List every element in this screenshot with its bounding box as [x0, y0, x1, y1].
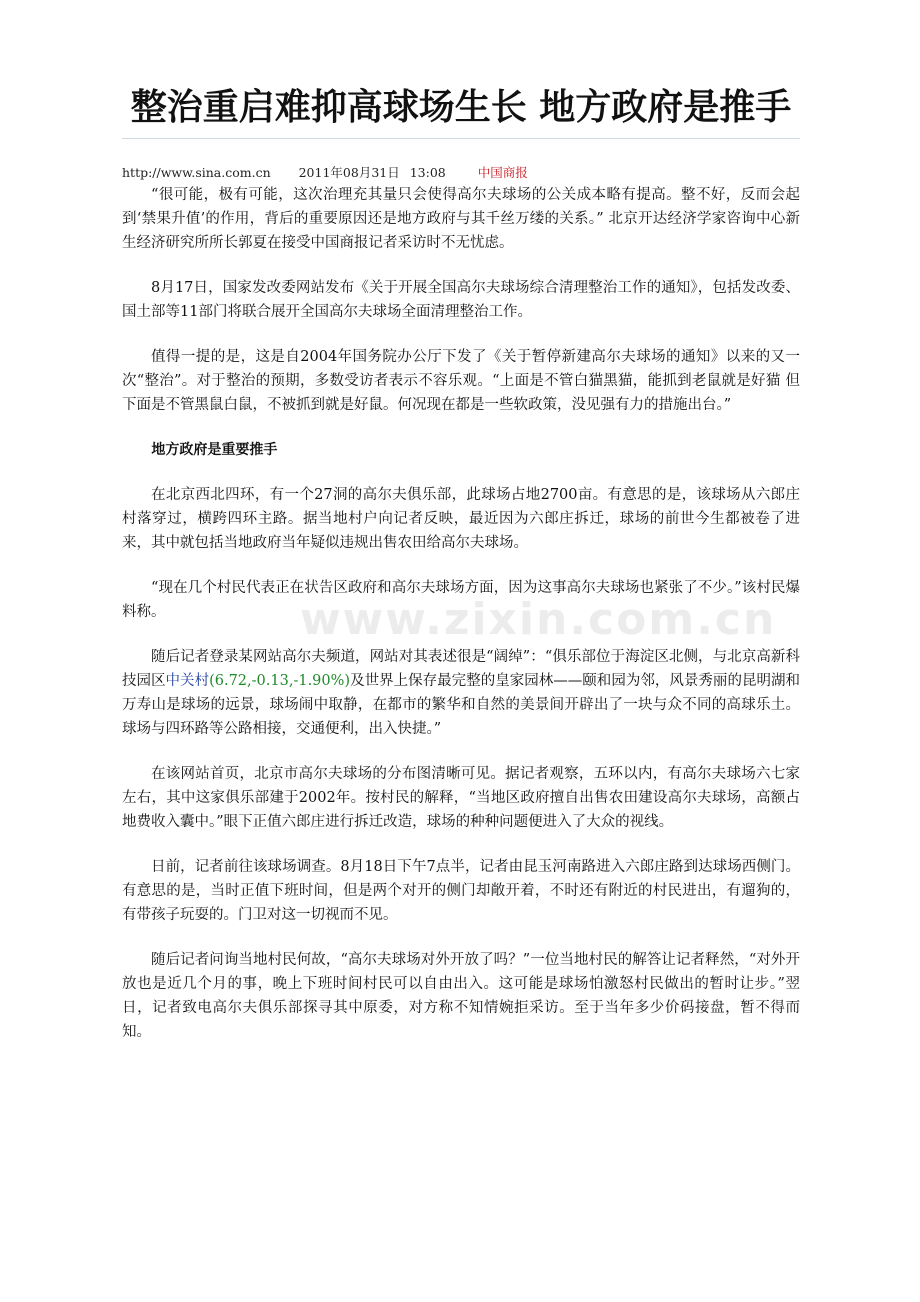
title-divider [122, 138, 800, 139]
section-heading: 地方政府是重要推手 [151, 442, 278, 458]
source-link[interactable]: 中国商报 [477, 165, 528, 180]
article [122, 84, 800, 1065]
paragraph: “现在几个村民代表正在状告区政府和高尔夫球场方面，因为这事高尔夫球场也紧张了不少。”该村民爆料称。 [122, 580, 800, 620]
paragraph: 8月17日，国家发改委网站发布《关于开展全国高尔夫球场综合清理整治工作的通知》，包括发改委、国土部等11部门将联合展开全国高尔夫球场全面清理整治工作。 [122, 280, 800, 320]
paragraph: 日前，记者前往该球场调查。8月18日下午7点半，记者由昆玉河南路进入六郎庄路到达球场西侧门。有意思的是，当时正值下班时间，但是两个对开的侧门却敞开着，不时还有附近的村民进出，有遛狗的，有带孩子玩耍的。门卫对这一切视而不见。 [122, 859, 800, 923]
publish-date: 2011年08月31日 [298, 165, 400, 180]
stock-link[interactable]: 中关村 [165, 673, 210, 689]
paragraph-text: 随后记者登录某网站高尔夫频道，网站对其表述很是“阔绰”：“俱乐部位于海淀区北侧，与北京高新科技园区 [122, 649, 800, 689]
stock-quote: (6.72,-0.13,-1.90%) [209, 673, 351, 689]
paragraph: 在北京西北四环，有一个27洞的高尔夫俱乐部，此球场占地2700亩。有意思的是，该球场从六郎庄村落穿过，横跨四环主路。据当地村户向记者反映，最近因为六郎庄拆迁，球场的前世今生都被卷了进来，其中就包括当地政府当年疑似违规出售农田给高尔夫球场。 [122, 487, 800, 551]
paragraph: 在该网站首页，北京市高尔夫球场的分布图清晰可见。据记者观察，五环以内，有高尔夫球场六七家左右，其中这家俱乐部建于2002年。按村民的解释，“当地区政府擅自出售农田建设高尔夫球场，高额占地费收入囊中。”眼下正值六郎庄进行拆迁改造，球场的种种问题便进入了大众的视线。 [122, 766, 800, 830]
source-url[interactable]: http://www.sina.com.cn [122, 165, 271, 180]
paragraph-text: 及世界上保存最完整的皇家园林——颐和园为邻，风景秀丽的昆明湖和万寿山是球场的远景，球场闹中取静，在都市的繁华和自然的美景间开辟出了一块与众不同的高球乐土。球场与四环路等公路相接，交通便利，出入快捷。” [122, 673, 801, 737]
article-title: 整治重启难抑高球场生长 地方政府是推手 [130, 87, 792, 128]
article-meta [122, 165, 800, 181]
paragraph: 值得一提的是，这是自2004年国务院办公厅下发了《关于暂停新建高尔夫球场的通知》以来的又一次“整治”。对于整治的预期，多数受访者表示不容乐观。“上面是不管白猫黑猫，能抓到老鼠就是好猫 但下面是不管黑鼠白鼠，不被抓到就是好鼠。何况现在都是一些软政策，没见强有力的措施出台。” [122, 349, 800, 413]
paragraph-with-stock [122, 645, 800, 741]
watermark: www.zixin.com.cn [300, 594, 777, 645]
paragraph: “很可能，极有可能，这次治理充其量只会使得高尔夫球场的公关成本略有提高。整不好，反而会起到‘禁果升值’的作用，背后的重要原因还是地方政府与其千丝万缕的关系。” 北京开达经济学家咨询中心新生经济研究所所长郭夏在接受中国商报记者采访时不无忧虑。 [122, 187, 800, 251]
publish-time: 13:08 [409, 165, 446, 180]
paragraph: 随后记者问询当地村民何故，“高尔夫球场对外开放了吗？”一位当地村民的解答让记者释然，“对外开放也是近几个月的事，晚上下班时间村民可以自由出入。这可能是球场怕激怒村民做出的暂时让步。”翌日，记者致电高尔夫俱乐部探寻其中原委，对方称不知情婉拒采访。至于当年多少价码接盘，暂不得而知。 [122, 952, 800, 1040]
